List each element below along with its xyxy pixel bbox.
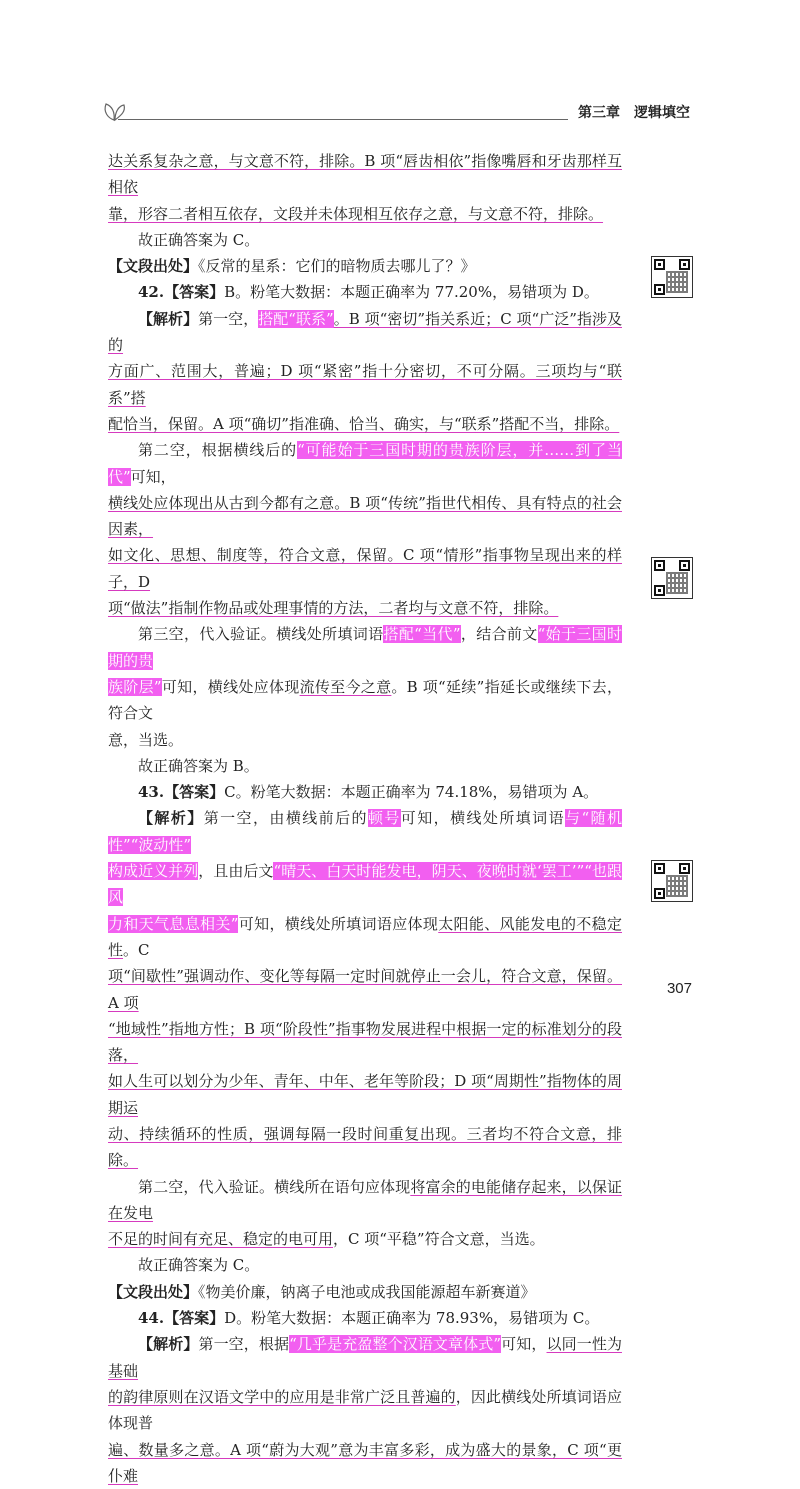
text-run: 故正确答案为 B。 bbox=[138, 756, 259, 775]
highlighted-text: 构成近义并列 bbox=[108, 862, 199, 881]
page-number: 307 bbox=[666, 980, 692, 997]
page-body bbox=[108, 148, 622, 1489]
text-run: 第三空，代入验证。横线处所填词语 bbox=[138, 625, 384, 644]
text-line-q44-a1 bbox=[108, 1331, 622, 1384]
qr-code-icon[interactable] bbox=[651, 860, 693, 902]
text-run: C。粉笔大数据：本题正确率为 74.18%，易错项为 A。 bbox=[224, 783, 599, 802]
text-run: 可知， bbox=[130, 467, 176, 486]
text-run: 项“间歇性”强调动作、变化等每隔一定时间就停止一会儿，符合文意，保留。A 项 bbox=[108, 967, 622, 1012]
text-run: 故正确答案为 C。 bbox=[138, 230, 260, 249]
text-line-q42-a1 bbox=[108, 306, 622, 359]
text-line-q43-a5 bbox=[108, 1016, 622, 1069]
text-line-q43-b2 bbox=[108, 1226, 622, 1252]
text-line-q42-b4 bbox=[108, 595, 622, 621]
text-run: 如文化、思想、制度等，符合文意，保留。C 项“情形”指事物呈现出来的样子，D bbox=[108, 546, 622, 591]
text-line-q42-c2 bbox=[108, 674, 622, 727]
highlighted-text: “始于三国时期的贵 bbox=[108, 625, 622, 670]
text-line-p1-b bbox=[108, 201, 622, 227]
chapter-section: 逻辑填空 bbox=[634, 105, 690, 121]
text-line-p1-a bbox=[108, 148, 622, 201]
highlighted-text: “可能始于三国时期的贵族阶层，并……到了当代” bbox=[108, 441, 622, 486]
text-run: 可知， bbox=[501, 1335, 547, 1354]
text-line-q42 bbox=[108, 279, 622, 305]
text-run: 故正确答案为 C。 bbox=[138, 1256, 260, 1275]
text-run: 《反常的星系：它们的暗物质去哪儿了？》 bbox=[198, 257, 476, 276]
bold-label: 【解析】 bbox=[138, 809, 204, 828]
highlighted-text: “晴天、白天时能发电，阴天、夜晚时就‘罢工’”“也跟风 bbox=[108, 862, 622, 907]
text-run: 横线处应体现出从古到今都有之意。B 项“传统”指世代相传、具有特点的社会因素， bbox=[108, 493, 622, 539]
text-run: 以同一性为基础 bbox=[108, 1335, 622, 1380]
text-run: 方面广、范围大，普遍；D 项“紧密”指十分密切，不可分隔。三项均与“联系”搭 bbox=[108, 362, 622, 407]
text-line-answer-43 bbox=[108, 1252, 622, 1278]
text-run: ，且由后文 bbox=[198, 862, 274, 881]
text-line-source-41 bbox=[108, 253, 622, 279]
text-line-q42-a2 bbox=[108, 358, 622, 411]
text-run: 不足的时间有充足、稳定的电可用 bbox=[108, 1230, 334, 1249]
text-run: 将富余的电能储存起来，以保证在发电 bbox=[108, 1177, 622, 1222]
text-run: ，因此横线处所填词语应体现普 bbox=[108, 1387, 622, 1433]
highlighted-text: “几乎是充盈整个汉语文章体式” bbox=[289, 1335, 502, 1354]
text-run: 可知，横线处所填词语应体现 bbox=[238, 914, 439, 933]
text-run: 遍、数量多之意。A 项“蔚为大观”意为丰富多彩，成为盛大的景象，C 项“更仆难 bbox=[108, 1440, 622, 1485]
page-header bbox=[100, 96, 690, 130]
text-run: 意，当选。 bbox=[108, 730, 184, 749]
text-run: 第一空，根据 bbox=[198, 1335, 290, 1354]
text-run: 。C bbox=[123, 940, 150, 959]
text-line-q43-a1 bbox=[108, 805, 622, 858]
text-line-answer-42 bbox=[108, 753, 622, 779]
text-run: 。B 项“延续”指延长或继续下去，符合文 bbox=[108, 677, 622, 723]
highlighted-text: 族阶层” bbox=[108, 677, 162, 696]
highlighted-text: 顿号 bbox=[367, 809, 401, 828]
text-run: 太阳能、风能发电的不稳定性 bbox=[108, 914, 622, 959]
text-line-q42-c1 bbox=[108, 621, 622, 674]
bold-label: 【文段出处】 bbox=[108, 1282, 199, 1301]
text-run: “地域性”指地方性；B 项“阶段性”指事物发展进程中根据一定的标准划分的段落， bbox=[108, 1019, 622, 1065]
text-run: 项“做法”指制作物品或处理事情的方法，二者均与文意不符，排除。 bbox=[108, 599, 559, 618]
text-run: 第一空，由横线前后的 bbox=[203, 809, 368, 828]
text-line-q43-a6 bbox=[108, 1068, 622, 1121]
text-run: 流传至今之意 bbox=[299, 677, 392, 696]
text-run: 第一空， bbox=[198, 309, 259, 328]
text-run: 第二空，代入验证。横线所在语句应体现 bbox=[138, 1177, 411, 1196]
bold-label: 【文段出处】 bbox=[108, 257, 199, 276]
text-line-q42-b2 bbox=[108, 490, 622, 543]
bold-label: 【解析】 bbox=[138, 309, 199, 328]
highlighted-text: 搭配“联系” bbox=[258, 309, 334, 328]
highlighted-text: 力和天气息息相关” bbox=[108, 914, 239, 933]
text-run: 达关系复杂之意，与文意不符，排除。B 项“唇齿相依”指像嘴唇和牙齿那样互相依 bbox=[108, 152, 622, 197]
chapter-title bbox=[568, 102, 690, 122]
bold-label: 44.【答案】 bbox=[138, 1309, 225, 1328]
text-line-q42-b3 bbox=[108, 542, 622, 595]
text-run: ，结合前文 bbox=[460, 625, 538, 644]
highlighted-text: 与“随机性”“波动性” bbox=[108, 809, 622, 854]
text-line-q42-b1 bbox=[108, 437, 622, 490]
text-line-q43-b1 bbox=[108, 1174, 622, 1227]
qr-code-icon[interactable] bbox=[651, 256, 693, 298]
text-run: 如人生可以划分为少年、青年、中年、老年等阶段；D 项“周期性”指物体的周期运 bbox=[108, 1072, 622, 1117]
text-line-q42-a3 bbox=[108, 411, 622, 437]
text-run: 第二空，根据横线后的 bbox=[138, 441, 298, 460]
bold-label: 42.【答案】 bbox=[138, 283, 225, 302]
text-run: D。粉笔大数据：本题正确率为 78.93%，易错项为 C。 bbox=[224, 1309, 600, 1328]
text-line-answer-41 bbox=[108, 227, 622, 253]
text-line-q43 bbox=[108, 779, 622, 805]
highlighted-text: 搭配“当代” bbox=[383, 625, 461, 644]
bold-label: 【解析】 bbox=[138, 1335, 199, 1354]
text-run: 。B 项“密切”指关系近；C 项“广泛”指涉及的 bbox=[108, 309, 622, 355]
text-run: 的韵律原则在汉语文学中的应用是非常广泛且普遍的 bbox=[108, 1387, 456, 1406]
qr-code-icon[interactable] bbox=[651, 557, 693, 599]
text-line-source-43 bbox=[108, 1279, 622, 1305]
text-line-q43-a2 bbox=[108, 858, 622, 911]
text-run: 可知，横线处所填词语 bbox=[400, 809, 566, 828]
text-line-q44-a3 bbox=[108, 1437, 622, 1489]
bold-label: 43.【答案】 bbox=[138, 783, 225, 802]
text-line-q44 bbox=[108, 1305, 622, 1331]
text-run: 靠，形容二者相互依存，文段并未体现相互依存之意，与文意不符，排除。 bbox=[108, 204, 604, 223]
text-run: ，C 项“平稳”符合文意，当选。 bbox=[333, 1230, 545, 1249]
text-run: 动、持续循环的性质，强调每隔一段时间重复出现。三者均不符合文意，排除。 bbox=[108, 1124, 622, 1170]
text-run: 《物美价廉，钠离子电池或成我国能源超车新赛道》 bbox=[198, 1282, 536, 1301]
text-line-q44-a2 bbox=[108, 1384, 622, 1437]
text-line-q43-a7 bbox=[108, 1121, 622, 1174]
text-run: 可知，横线处应体现 bbox=[161, 677, 300, 696]
chapter-number: 第三章 bbox=[578, 105, 620, 121]
text-run: B。粉笔大数据：本题正确率为 77.20%，易错项为 D。 bbox=[224, 283, 599, 302]
text-line-q43-a3 bbox=[108, 911, 622, 964]
text-line-q43-a4 bbox=[108, 963, 622, 1016]
text-run: 配恰当，保留。A 项“确切”指准确、恰当、确实，与“联系”搭配不当，排除。 bbox=[108, 414, 620, 433]
text-line-q42-c3 bbox=[108, 727, 622, 753]
